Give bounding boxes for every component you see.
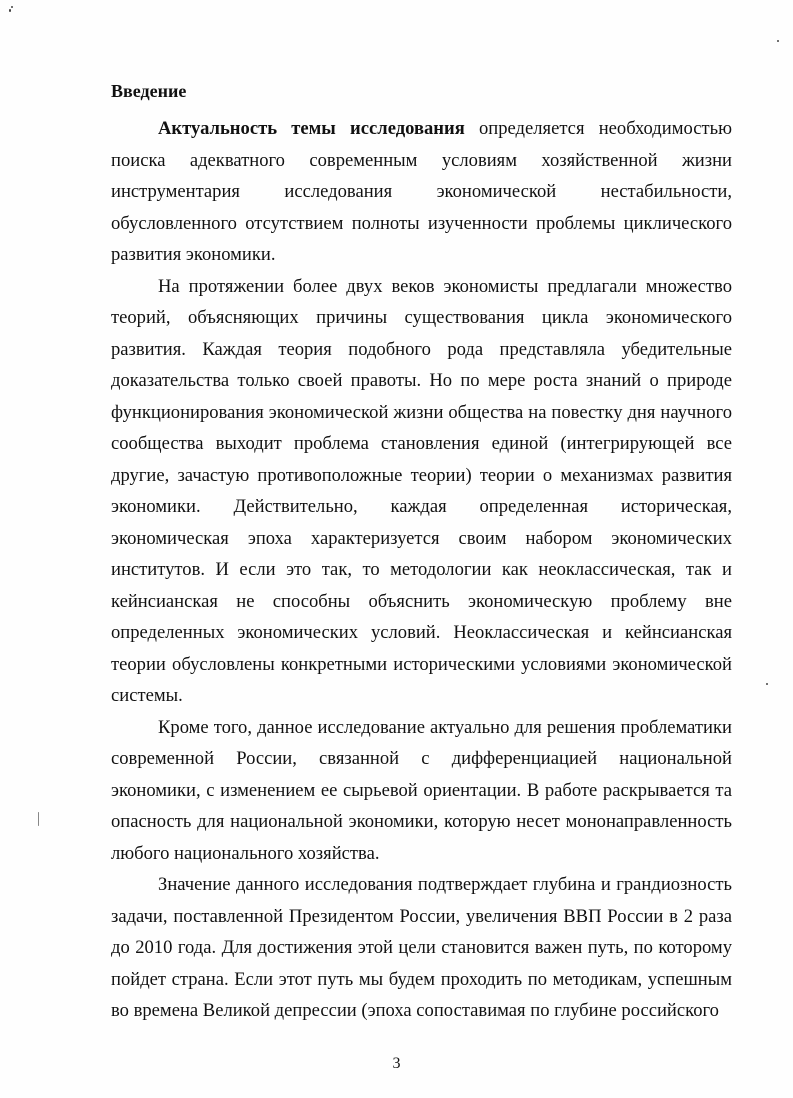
scan-speck: [9, 9, 11, 12]
scan-speck: [11, 6, 13, 8]
scan-speck: [38, 812, 39, 826]
paragraph-significance: Значение данного исследования подтверждает глубина и грандиозность задачи, поставленной Президентом России, увеличения ВВП России в 2 раза до 2010 года. Для достижения этой цели становится важен путь, по которому пойдет страна. Если этот путь мы будем проходить по методикам, успешным во времена Великой депрессии (эпоха сопоставимая по глубине российского: [111, 874, 732, 1021]
paragraph-theories: На протяжении более двух веков экономисты предлагали множество теорий, объясняющих причины существования цикла экономического развития. Каждая теория подобного рода представляла убедительные доказательства только своей правоты. Но по мере роста знаний о природе функционирования экономической жизни общества на повестку дня научного сообщества выходит проблема становления единой (интегрирующей все другие, зачастую противоположные теории) теории о механизмах развития экономики. Действительно, каждая определенная историческая, экономическая эпоха характеризуется своим набором экономических институтов. И если это так, то методологии как неоклассическая, так и кейнсианская не способны объяснить экономическую проблему вне определенных экономических условий. Неоклассическая и кейнсианская теории обусловлены конкретными историческими условиями экономической системы.: [111, 275, 732, 706]
paragraph-text: определяется необходимостью поиска адекватного современным условиям хозяйственной жизни инструментария исследования экономической нестабильности, обусловленного отсутствием полноты изученности проблемы циклического развития экономики.: [111, 118, 732, 265]
scan-speck: [766, 683, 768, 685]
section-heading: Введение: [111, 81, 187, 101]
scan-speck: [777, 40, 779, 42]
body-text: [111, 113, 732, 1027]
paragraph-russia: Кроме того, данное исследование актуально для решения проблематики современной России, связанной с дифференциацией национальной экономики, с изменением ее сырьевой ориентации. В работе раскрывается та опасность для национальной экономики, которую несет мононаправленность любого национального хозяйства.: [111, 716, 732, 864]
paragraph-lead: Актуальность темы исследования: [158, 118, 465, 139]
page-number: 3: [392, 1055, 401, 1072]
paragraph-relevance: [111, 113, 732, 271]
